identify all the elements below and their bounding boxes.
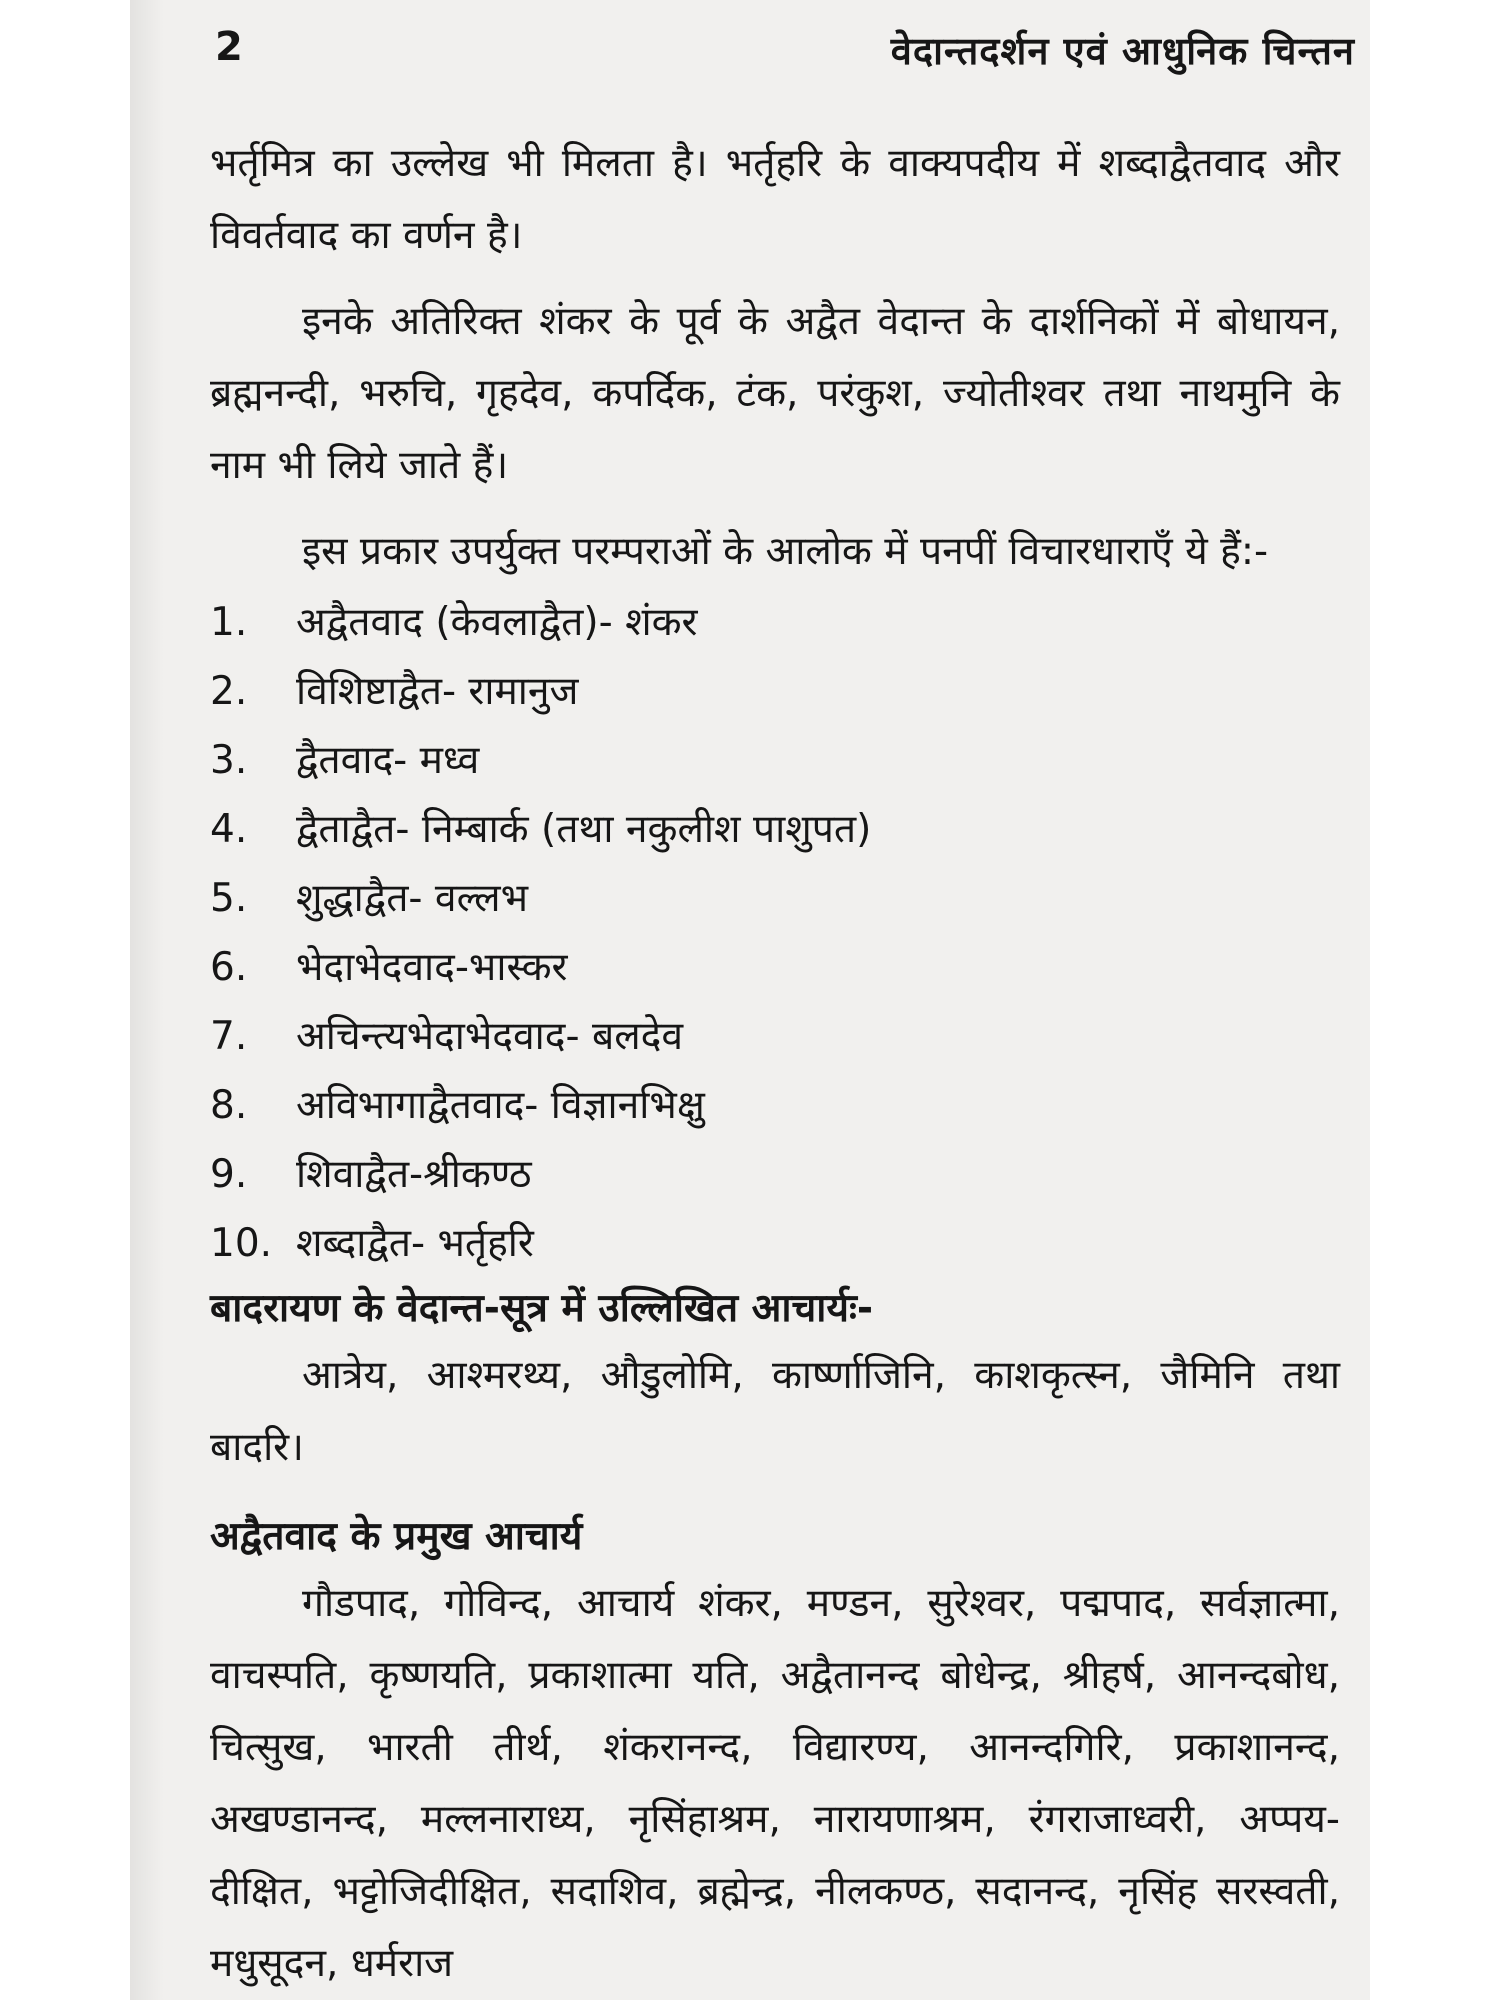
predecessors-paragraph: इनके अतिरिक्त शंकर के पूर्व के अद्वैत वेदान्त के दार्शनिकों में बोधायन, ब्रह्मनन्दी, भरुचि, गृहदेव, कपर्दिक, टंक, परंकुश, ज्योतीश्वर तथा नाथमुनि के नाम भी लिये जाते हैं।: [210, 299, 1340, 488]
list-text: विशिष्टाद्वैत- रामानुज: [296, 669, 579, 714]
list-item: [210, 657, 1340, 726]
list-number: 2.: [210, 669, 248, 714]
list-number: 4.: [210, 807, 248, 852]
list-text: द्वैतवाद- मध्व: [296, 738, 480, 783]
section-heading-badarayana: बादरायण के वेदान्त-सूत्र में उल्लिखित आचार्यः-: [210, 1286, 874, 1331]
page-header: [215, 24, 1355, 84]
list-item: [210, 864, 1340, 933]
list-number: 7.: [210, 1014, 248, 1059]
list-item: [210, 1209, 1340, 1278]
list-item: [210, 726, 1340, 795]
traditions-list: [210, 588, 1340, 1278]
list-item: [210, 1071, 1340, 1140]
list-number: 6.: [210, 945, 248, 990]
list-intro: इस प्रकार उपर्युक्त परम्पराओं के आलोक में पनपीं विचारधाराएँ ये हैं:-: [302, 529, 1269, 574]
page-body: [210, 128, 1340, 2000]
intro-paragraph: भर्तृमित्र का उल्लेख भी मिलता है। भर्तृहरि के वाक्यपदीय में शब्दाद्वैतवाद और विवर्तवाद का वर्णन है।: [210, 141, 1340, 258]
list-item: [210, 933, 1340, 1002]
page-number: 2: [215, 24, 243, 70]
list-text: द्वैताद्वैत- निम्बार्क (तथा नकुलीश पाशुपत): [296, 807, 872, 852]
list-number: 9.: [210, 1152, 248, 1197]
badarayana-acharyas-paragraph: आत्रेय, आश्मरथ्य, औडुलोमि, कार्ष्णाजिनि, काशकृत्स्न, जैमिनि तथा बादरि।: [210, 1353, 1340, 1470]
list-item: [210, 588, 1340, 657]
list-text: शब्दाद्वैत- भर्तृहरि: [296, 1221, 534, 1266]
list-item: [210, 1002, 1340, 1071]
list-text: अविभागाद्वैतवाद- विज्ञानभिक्षु: [296, 1083, 705, 1128]
list-text: भेदाभेदवाद-भास्कर: [296, 945, 568, 990]
list-text: शिवाद्वैत-श्रीकण्ठ: [296, 1152, 532, 1197]
list-number: 1.: [210, 600, 248, 645]
list-number: 10.: [210, 1221, 273, 1266]
running-title: वेदान्तदर्शन एवं आधुनिक चिन्तन: [890, 29, 1355, 73]
list-item: [210, 1140, 1340, 1209]
list-text: शुद्धाद्वैत- वल्लभ: [296, 876, 529, 921]
advaita-acharyas-paragraph: गौडपाद, गोविन्द, आचार्य शंकर, मण्डन, सुरेश्वर, पद्मपाद, सर्वज्ञात्मा, वाचस्पति, कृष्णयति, प्रकाशात्मा यति, अद्वैतानन्द बोधेन्द्र, श्रीहर्ष, आनन्दबोध, चित्सुख, भारती तीर्थ, शंकरानन्द, विद्यारण्य, आनन्दगिरि, प्रकाशानन्द, अखण्डानन्द, मल्लनाराध्य, नृसिंहाश्रम, नारायणाश्रम, रंगराजाध्वरी, अप्पय-दीक्षित, भट्टोजिदीक्षित, सदाशिव, ब्रह्मेन्द्र, नीलकण्ठ, सदानन्द, नृसिंह सरस्वती, मधुसूदन, धर्मराज: [210, 1581, 1340, 1986]
list-item: [210, 795, 1340, 864]
list-text: अचिन्त्यभेदाभेदवाद- बलदेव: [296, 1014, 684, 1059]
list-number: 8.: [210, 1083, 248, 1128]
list-number: 3.: [210, 738, 248, 783]
list-number: 5.: [210, 876, 248, 921]
list-text: अद्वैतवाद (केवलाद्वैत)- शंकर: [296, 600, 698, 645]
section-heading-advaita: अद्वैतवाद के प्रमुख आचार्य: [210, 1514, 583, 1559]
